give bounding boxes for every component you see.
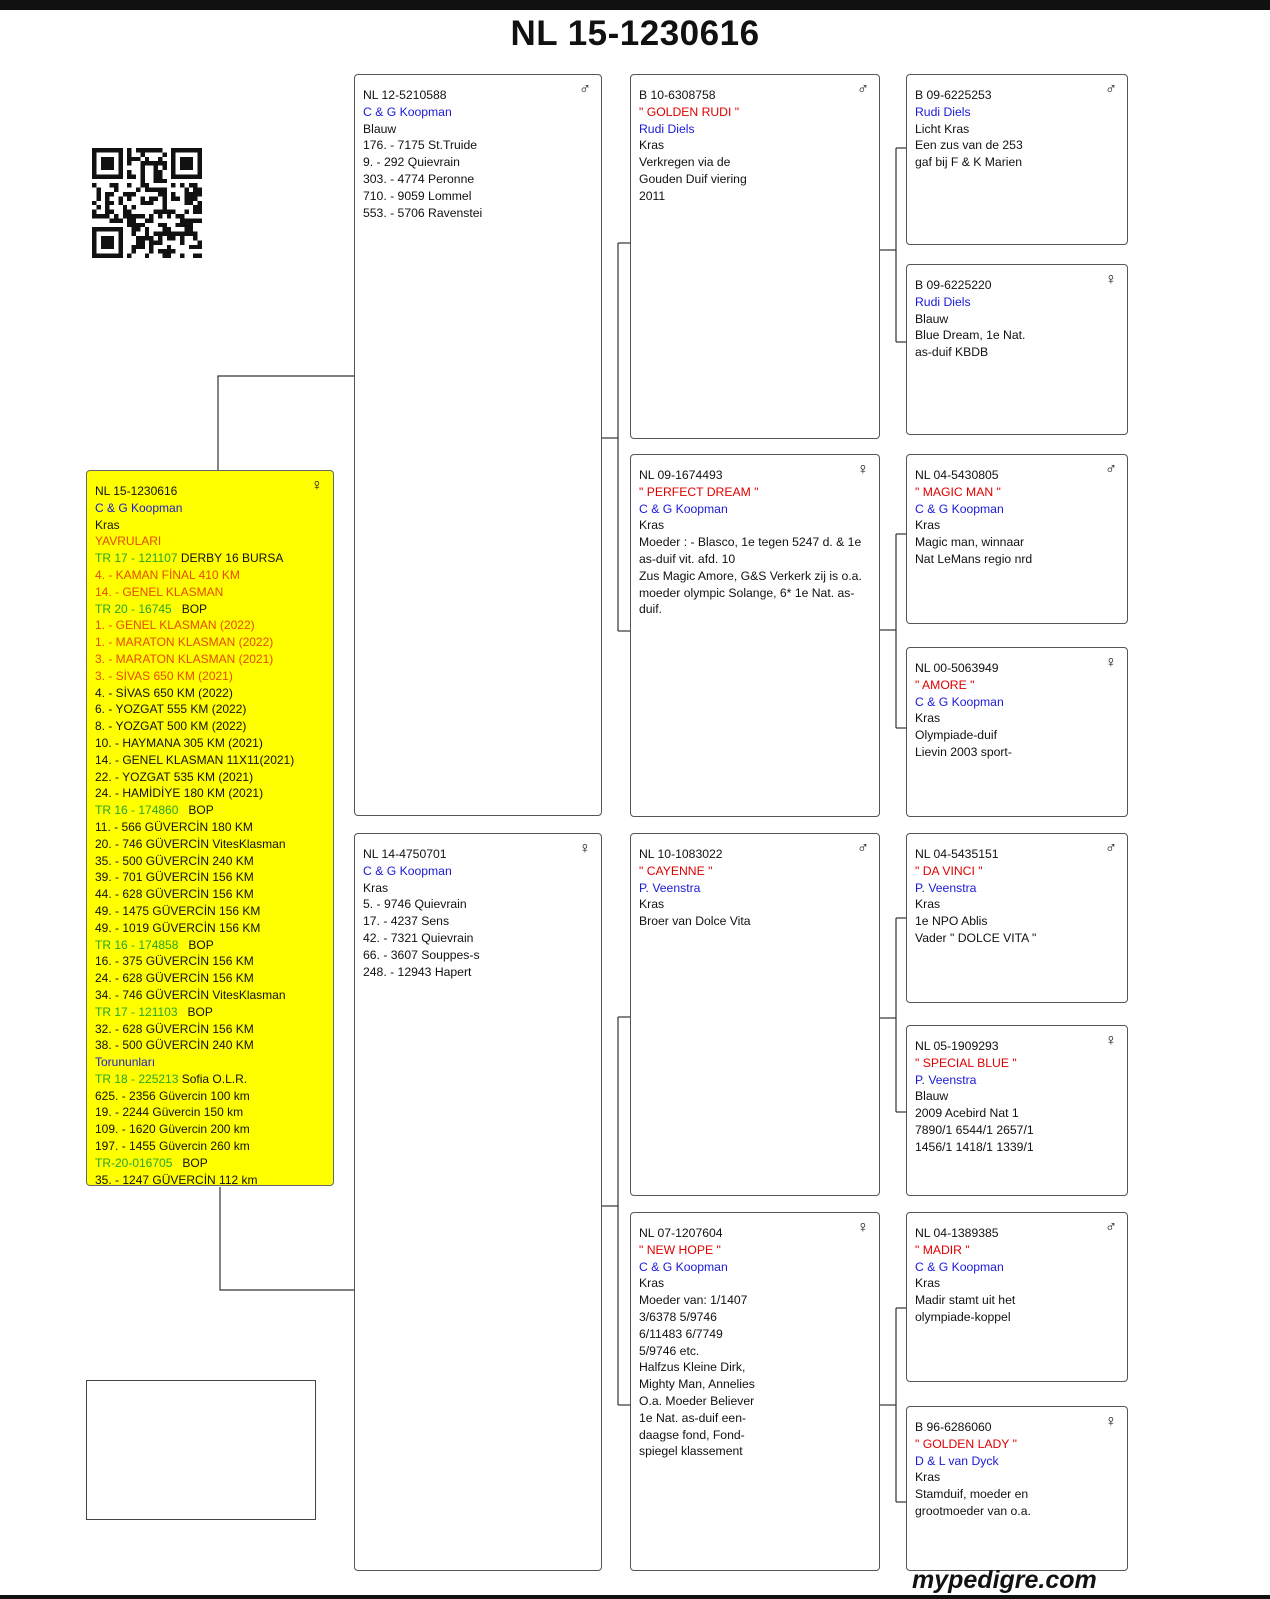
pedigree-card-sire[interactable] [354,74,602,816]
achievement-text: TR 16 - 174860 [95,803,179,818]
pigeon-name: " AMORE " [915,677,975,692]
breeder-name: P. Veenstra [915,1072,977,1087]
pigeon-notes: Kras Moeder van: 1/1407 3/6378 5/9746 6/11483 6/7749 5/9746 etc. Halfzus Kleine Dirk, Mighty Man, Annelies O.a. Moeder Believer 1e Nat. as-duif een- daagse fond, Fond- spiegel klassement [639,1276,755,1459]
female-icon: ♀ [311,477,323,494]
achievement-text: TR 18 - 225213 [95,1071,179,1086]
achievement-line [95,953,325,970]
breeder-name: C & G Koopman [639,501,728,516]
achievement-line [95,685,325,702]
pigeon-notes: Kras Madir stamt uit het olympiade-koppel [915,1276,1016,1324]
pigeon-name: " PERFECT DREAM " [639,484,759,499]
achievement-line [95,869,325,886]
achievement-text: 1. - MARATON KLASMAN (2022) [95,635,274,650]
achievement-line [95,1155,325,1172]
pigeon-name: " GOLDEN LADY " [915,1436,1017,1451]
achievement-line [95,1138,325,1155]
footer-brand: mypedigre.com [912,1566,1097,1594]
achievement-line [95,1004,325,1021]
ring-number: NL 04-5430805 [915,468,999,482]
achievement-suffix: BOP [178,937,214,952]
achievement-line [95,1088,325,1105]
ring-number: NL 05-1909293 [915,1039,999,1053]
breeder-name: Rudi Diels [639,121,695,136]
achievement-text: 14. - GENEL KLASMAN [95,584,224,599]
achievement-line [95,601,325,618]
breeder-name: Rudi Diels [915,294,971,309]
female-icon: ♀ [857,1219,869,1236]
pigeon-name: " NEW HOPE " [639,1242,721,1257]
achievement-line [95,718,325,735]
achievement-line [95,533,325,550]
pigeon-notes: Kras Broer van Dolce Vita [639,897,751,929]
pigeon-name: " MAGIC MAN " [915,484,1001,499]
ring-number: NL 09-1674493 [639,468,723,482]
achievement-line [95,651,325,668]
achievement-line [95,1054,325,1071]
male-icon: ♂ [857,81,869,98]
pigeon-name: " CAYENNE " [639,863,713,878]
achievement-text: 24. - 628 GÜVERCİN 156 KM [95,971,254,986]
achievement-text: 49. - 1019 GÜVERCİN 156 KM [95,920,261,935]
achievement-text: 11. - 566 GÜVERCİN 180 KM [95,819,253,834]
ring-number: B 09-6225220 [915,278,992,292]
achievement-text: 35. - 1247 GÜVERCİN 112 km [95,1172,258,1186]
achievement-text: 6. - YOZGAT 555 KM (2022) [95,702,247,717]
achievement-text: 10. - HAYMANA 305 KM (2021) [95,735,263,750]
pedigree-card-dsd[interactable] [906,1025,1128,1196]
pigeon-notes: Licht Kras Een zus van de 253 gaf bij F & K Marien [915,121,1023,170]
achievement-list [95,533,325,1186]
achievement-text: 109. - 1620 Güvercin 200 km [95,1122,250,1137]
achievement-text: 625. - 2356 Güvercin 100 km [95,1088,250,1103]
pigeon-notes: Kras 1e NPO Ablis Vader " DOLCE VITA " [915,897,1037,945]
achievement-text: Torununları [95,1055,156,1070]
pedigree-card-sire-dam[interactable] [630,454,880,817]
achievement-line [95,785,325,802]
achievement-text: 19. - 2244 Güvercin 150 km [95,1105,244,1120]
female-icon: ♀ [1105,271,1117,288]
ring-number: B 96-6286060 [915,1420,992,1434]
achievement-line [95,987,325,1004]
achievement-suffix: DERBY 16 BURSA [177,551,284,566]
breeder-name: D & L van Dyck [915,1453,999,1468]
achievement-text: 197. - 1455 Güvercin 260 km [95,1139,250,1154]
achievement-line [95,752,325,769]
achievement-line [95,886,325,903]
achievement-text: 4. - KAMAN FİNAL 410 KM [95,567,240,582]
breeder-name: C & G Koopman [915,501,1004,516]
achievement-line [95,819,325,836]
achievement-suffix: BOP [178,803,214,818]
ring-number: B 09-6225253 [915,88,992,102]
achievement-text: TR 16 - 174858 [95,937,179,952]
achievement-line [95,701,325,718]
ring-number: NL 04-5435151 [915,847,999,861]
achievement-text: 22. - YOZGAT 535 KM (2021) [95,769,254,784]
pigeon-notes: Blauw 2009 Acebird Nat 1 7890/1 6544/1 2657/1 1456/1 1418/1 1339/1 [915,1089,1034,1154]
pedigree-card-sire-sire[interactable] [630,74,880,439]
subject-card[interactable] [86,470,334,1186]
pigeon-name: " GOLDEN RUDI " [639,104,740,119]
male-icon: ♂ [1105,81,1117,98]
breeder-name: C & G Koopman [95,500,183,515]
achievement-text: 49. - 1475 GÜVERCİN 156 KM [95,903,261,918]
bottom-bar [0,1595,1270,1599]
achievement-suffix: BOP [172,1155,208,1170]
achievement-text: 32. - 628 GÜVERCİN 156 KM [95,1021,254,1036]
achievement-line [95,920,325,937]
ring-number: NL 12-5210588 [363,88,447,102]
ring-number: NL 15-1230616 [95,484,178,498]
ring-number: NL 14-4750701 [363,847,447,861]
pigeon-name: " DA VINCI " [915,863,983,878]
color-label: Kras [95,517,120,532]
achievement-text: TR 17 - 121103 [95,1004,178,1019]
female-icon: ♀ [1105,654,1117,671]
achievement-text: 24. - HAMİDİYE 180 KM (2021) [95,786,264,801]
breeder-name: C & G Koopman [639,1259,728,1274]
pedigree-card-sss[interactable] [906,74,1128,245]
pigeon-notes: Kras Moeder : - Blasco, 1e tegen 5247 d. & 1e as-duif vit. afd. 10 Zus Magic Amore, G&S Verkerk zij is o.a. moeder olympic Solange, 6* 1e Nat. as- duif. [639,518,862,617]
male-icon: ♂ [857,840,869,857]
ring-number: NL 10-1083022 [639,847,723,861]
ring-number: NL 00-5063949 [915,661,999,675]
achievement-text: 1. - GENEL KLASMAN (2022) [95,618,255,633]
female-icon: ♀ [579,840,591,857]
pedigree-card-dds[interactable] [906,1212,1128,1382]
pedigree-card-ddd[interactable] [906,1406,1128,1571]
achievement-text: 20. - 746 GÜVERCİN VitesKlasman [95,836,286,851]
achievement-text: 35. - 500 GÜVERCİN 240 KM [95,853,254,868]
pigeon-notes: Blauw 176. - 7175 St.Truide 9. - 292 Quievrain 303. - 4774 Peronne 710. - 9059 Lommel 553. - 5706 Ravenstei [363,121,483,220]
achievement-text: TR 17 - 121107 [95,551,178,566]
pigeon-notes: Kras 5. - 9746 Quievrain 17. - 4237 Sens 42. - 7321 Quievrain 66. - 3607 Souppes-s 248. - 12943 Hapert [363,880,480,979]
achievement-suffix: BOP [177,1004,213,1019]
achievement-text: 4. - SİVAS 650 KM (2022) [95,685,233,700]
achievement-suffix: BOP [171,601,208,616]
achievement-line [95,550,325,567]
achievement-text: TR-20-016705 [95,1155,173,1170]
pedigree-card-dam-dam[interactable] [630,1212,880,1571]
male-icon: ♂ [1105,840,1117,857]
achievement-text: 44. - 628 GÜVERCİN 156 KM [95,887,254,902]
pigeon-name: " SPECIAL BLUE " [915,1055,1017,1070]
achievement-text: 3. - MARATON KLASMAN (2021) [95,651,274,666]
achievement-line [95,735,325,752]
achievement-line [95,1172,325,1186]
female-icon: ♀ [857,461,869,478]
achievement-line [95,1021,325,1038]
achievement-line [95,1121,325,1138]
achievement-line [95,970,325,987]
achievement-text: TR 20 - 16745 [95,601,172,616]
achievement-text: 3. - SİVAS 650 KM (2021) [95,668,233,683]
pigeon-notes: Kras Olympiade-duif Lievin 2003 sport- [915,711,1012,759]
pedigree-card-dss[interactable] [906,833,1128,1003]
breeder-name: P. Veenstra [639,880,701,895]
achievement-suffix: Sofia O.L.R. [178,1071,248,1086]
male-icon: ♂ [579,81,591,98]
achievement-line [95,1037,325,1054]
pigeon-notes: Kras Magic man, winnaar Nat LeMans regio nrd [915,518,1033,566]
breeder-name: C & G Koopman [363,104,452,119]
achievement-line [95,1104,325,1121]
achievement-line [95,836,325,853]
achievement-line [95,853,325,870]
pedigree-card-ssd[interactable] [906,264,1128,435]
pedigree-card-sds[interactable] [906,454,1128,624]
breeder-name: C & G Koopman [363,863,452,878]
breeder-name: Rudi Diels [915,104,971,119]
pedigree-card-sdd[interactable] [906,647,1128,817]
female-icon: ♀ [1105,1413,1117,1430]
pigeon-notes: Kras Verkregen via de Gouden Duif viering 2011 [639,138,747,203]
breeder-name: C & G Koopman [915,694,1004,709]
achievement-line [95,903,325,920]
photo-placeholder [86,1380,316,1520]
achievement-line [95,769,325,786]
breeder-name: C & G Koopman [915,1259,1004,1274]
pedigree-card-dam[interactable] [354,833,602,1571]
breeder-name: P. Veenstra [915,880,977,895]
pedigree-card-dam-sire[interactable] [630,833,880,1196]
achievement-text: 39. - 701 GÜVERCİN 156 KM [95,870,254,885]
male-icon: ♂ [1105,461,1117,478]
pigeon-notes: Kras Stamduif, moeder en grootmoeder van o.a. [915,1470,1031,1518]
pigeon-notes: Blauw Blue Dream, 1e Nat. as-duif KBDB [915,311,1026,360]
achievement-line [95,634,325,651]
achievement-line [95,617,325,634]
male-icon: ♂ [1105,1219,1117,1236]
achievement-text: 8. - YOZGAT 500 KM (2022) [95,719,247,734]
female-icon: ♀ [1105,1032,1117,1049]
achievement-text: 14. - GENEL KLASMAN 11X11(2021) [95,752,295,767]
ring-number: NL 04-1389385 [915,1226,999,1240]
achievement-text: 16. - 375 GÜVERCİN 156 KM [95,954,254,969]
achievement-text: 34. - 746 GÜVERCİN VitesKlasman [95,987,286,1002]
pigeon-name: " MADIR " [915,1242,970,1257]
achievement-line [95,584,325,601]
page-title: NL 15-1230616 [510,14,760,53]
achievement-line [95,668,325,685]
achievement-text: 38. - 500 GÜVERCİN 240 KM [95,1038,254,1053]
achievement-text: YAVRULARI [95,534,162,549]
ring-number: NL 07-1207604 [639,1226,723,1240]
achievement-line [95,567,325,584]
achievement-line [95,1071,325,1088]
ring-number: B 10-6308758 [639,88,716,102]
achievement-line [95,937,325,954]
achievement-line [95,802,325,819]
